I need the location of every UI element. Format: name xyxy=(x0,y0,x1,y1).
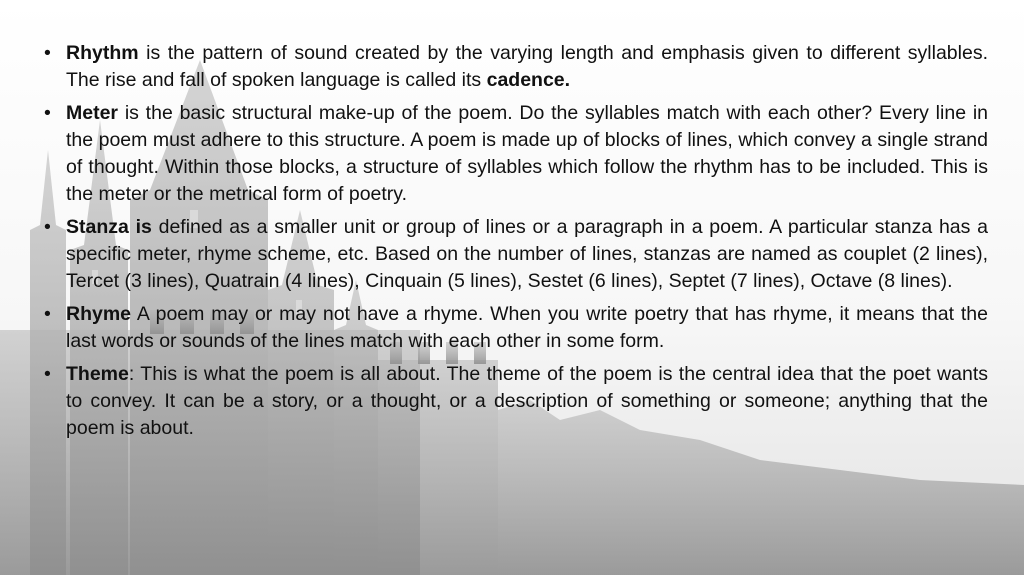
bullet-emphasis: cadence. xyxy=(486,69,571,91)
bullet-text: A poem may or may not have a rhyme. When you write poetry that has rhyme, it means that the last words or sounds of the lines match with each other in some form. xyxy=(66,303,988,352)
bullet-dot: • xyxy=(44,363,51,385)
bullet-dot: • xyxy=(44,102,51,124)
bullet-text: : This is what the poem is all about. The theme of the poem is the central idea that the poet wants to convey. It can be a story, or a thought, or a description of something or someone; anything that the poem is about. xyxy=(66,363,988,439)
bullet-item-theme xyxy=(44,361,988,442)
bullet-item-rhyme xyxy=(44,301,988,355)
bullet-text: is the basic structural make-up of the poem. Do the syllables match with each other? Every line in the poem must adhere to this structure. A poem is made up of blocks of lines, which convey a single strand of thought. Within those blocks, a structure of syllables which follow the rhythm has to be included. This is the meter or the metrical form of poetry. xyxy=(66,102,988,205)
bullet-item-rhythm xyxy=(44,40,988,94)
bullet-list xyxy=(44,40,988,448)
bullet-term: Meter xyxy=(66,102,119,124)
bullet-text: is the pattern of sound created by the varying length and emphasis given to different syllables. The rise and fall of spoken language is called its xyxy=(66,42,988,91)
bullet-item-meter xyxy=(44,100,988,208)
bullet-item-stanza xyxy=(44,214,988,295)
bullet-dot: • xyxy=(44,216,51,238)
bullet-term: Rhythm xyxy=(66,42,139,64)
bullet-text: defined as a smaller unit or group of lines or a paragraph in a poem. A particular stanza has a specific meter, rhyme scheme, etc. Based on the number of lines, stanzas are named as couplet (2 lines), Tercet (3 lines), Quatrain (4 lines), Cinquain (5 lines), Sestet (6 lines), Septet (7 lines), Octave (8 lines). xyxy=(66,216,988,292)
bullet-dot: • xyxy=(44,42,51,64)
bullet-dot: • xyxy=(44,303,51,325)
bullet-term: Theme xyxy=(66,363,129,385)
bullet-term: Rhyme xyxy=(66,303,132,325)
bullet-term: Stanza is xyxy=(66,216,152,238)
